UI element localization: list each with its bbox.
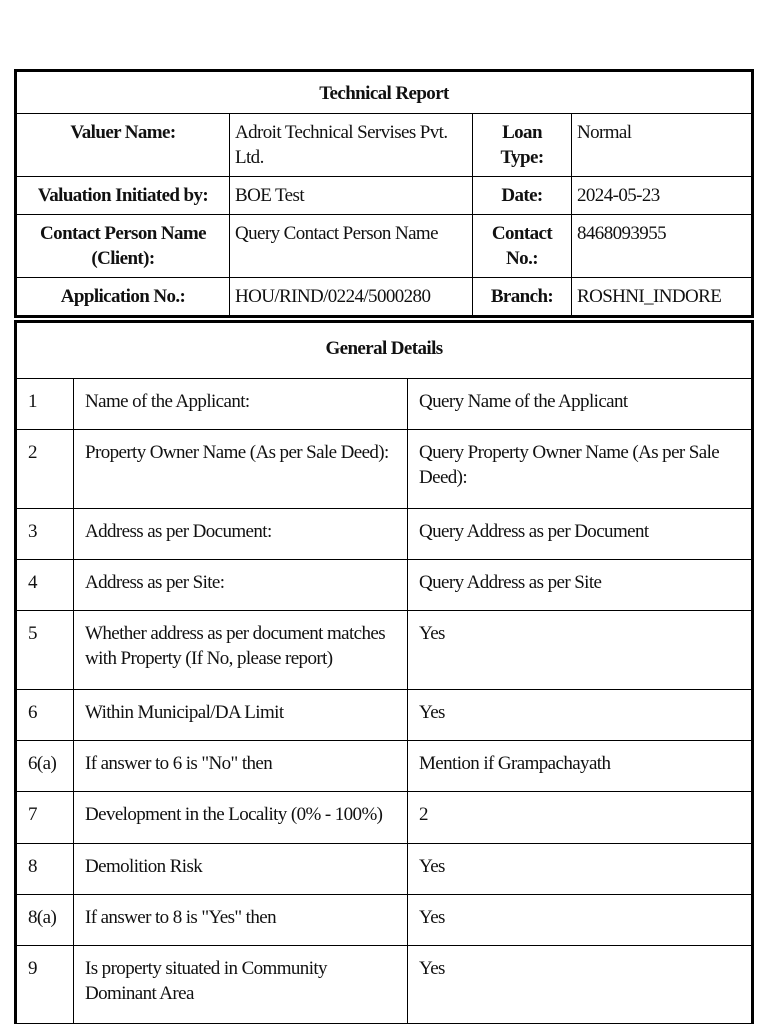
row-question: Development in the Locality (0% - 100%) (74, 792, 408, 843)
row-question: Property Owner Name (As per Sale Deed): (74, 429, 408, 508)
table-row (17, 690, 752, 741)
technical-report-table (16, 71, 752, 316)
technical-report-title: Technical Report (17, 72, 752, 114)
row-number: 8(a) (17, 894, 74, 945)
row-question-line: Whether address as per document matches (85, 623, 385, 645)
row-number: 8 (17, 843, 74, 894)
row-answer: 2 (408, 792, 752, 843)
row-question: Within Municipal/DA Limit (74, 690, 408, 741)
table-row (17, 894, 752, 945)
row-answer: Yes (408, 611, 752, 690)
table-row (17, 378, 752, 429)
row-question: Name of the Applicant: (74, 378, 408, 429)
row-answer: Yes (408, 945, 752, 1024)
contact-person-name-value: Query Contact Person Name (230, 215, 473, 278)
row-answer: Query Address as per Document (408, 508, 752, 559)
table-row (17, 559, 752, 610)
row-number: 2 (17, 429, 74, 508)
row-number: 1 (17, 378, 74, 429)
row-number: 6 (17, 690, 74, 741)
general-details-table (16, 322, 752, 1024)
general-details-title: General Details (17, 323, 752, 379)
row-question: If answer to 6 is "No" then (74, 741, 408, 792)
row-answer: Yes (408, 843, 752, 894)
table-row (17, 114, 752, 177)
row-number: 3 (17, 508, 74, 559)
row-number: 9 (17, 945, 74, 1024)
valuation-initiated-by-value: BOE Test (230, 177, 473, 215)
row-answer: Query Name of the Applicant (408, 378, 752, 429)
table-row (17, 843, 752, 894)
row-question-line: with Property (If No, please report) (85, 648, 333, 670)
contact-person-name-label: Contact Person Name (Client): (17, 215, 230, 278)
table-row (17, 278, 752, 316)
branch-value: ROSHNI_INDORE (572, 278, 752, 316)
valuer-name-label: Valuer Name: (17, 114, 230, 177)
table-row (17, 177, 752, 215)
table-row (17, 945, 752, 1024)
row-number: 4 (17, 559, 74, 610)
general-details-title-row (17, 323, 752, 379)
row-question: Demolition Risk (74, 843, 408, 894)
table-row (17, 792, 752, 843)
date-value: 2024-05-23 (572, 177, 752, 215)
row-answer: Yes (408, 894, 752, 945)
row-number: 7 (17, 792, 74, 843)
row-question: Address as per Document: (74, 508, 408, 559)
row-number: 6(a) (17, 741, 74, 792)
technical-report-title-row (17, 72, 752, 114)
valuer-name-value: Adroit Technical Servises Pvt. Ltd. (230, 114, 473, 177)
contact-no-value: 8468093955 (572, 215, 752, 278)
row-question (74, 611, 408, 690)
row-question: Address as per Site: (74, 559, 408, 610)
table-row (17, 741, 752, 792)
table-row (17, 429, 752, 508)
valuation-initiated-by-label: Valuation Initiated by: (17, 177, 230, 215)
date-label: Date: (473, 177, 572, 215)
row-answer: Mention if Grampachayath (408, 741, 752, 792)
loan-type-label: Loan Type: (473, 114, 572, 177)
contact-no-label: Contact No.: (473, 215, 572, 278)
row-answer: Yes (408, 690, 752, 741)
branch-label: Branch: (473, 278, 572, 316)
row-answer: Query Address as per Site (408, 559, 752, 610)
row-question: Is property situated in Community Dominant Area (74, 945, 408, 1024)
table-row (17, 611, 752, 690)
application-no-label: Application No.: (17, 278, 230, 316)
application-no-value: HOU/RIND/0224/5000280 (230, 278, 473, 316)
row-number: 5 (17, 611, 74, 690)
row-answer: Query Property Owner Name (As per Sale Deed): (408, 429, 752, 508)
row-question: If answer to 8 is "Yes" then (74, 894, 408, 945)
table-row (17, 215, 752, 278)
table-row (17, 508, 752, 559)
loan-type-value: Normal (572, 114, 752, 177)
